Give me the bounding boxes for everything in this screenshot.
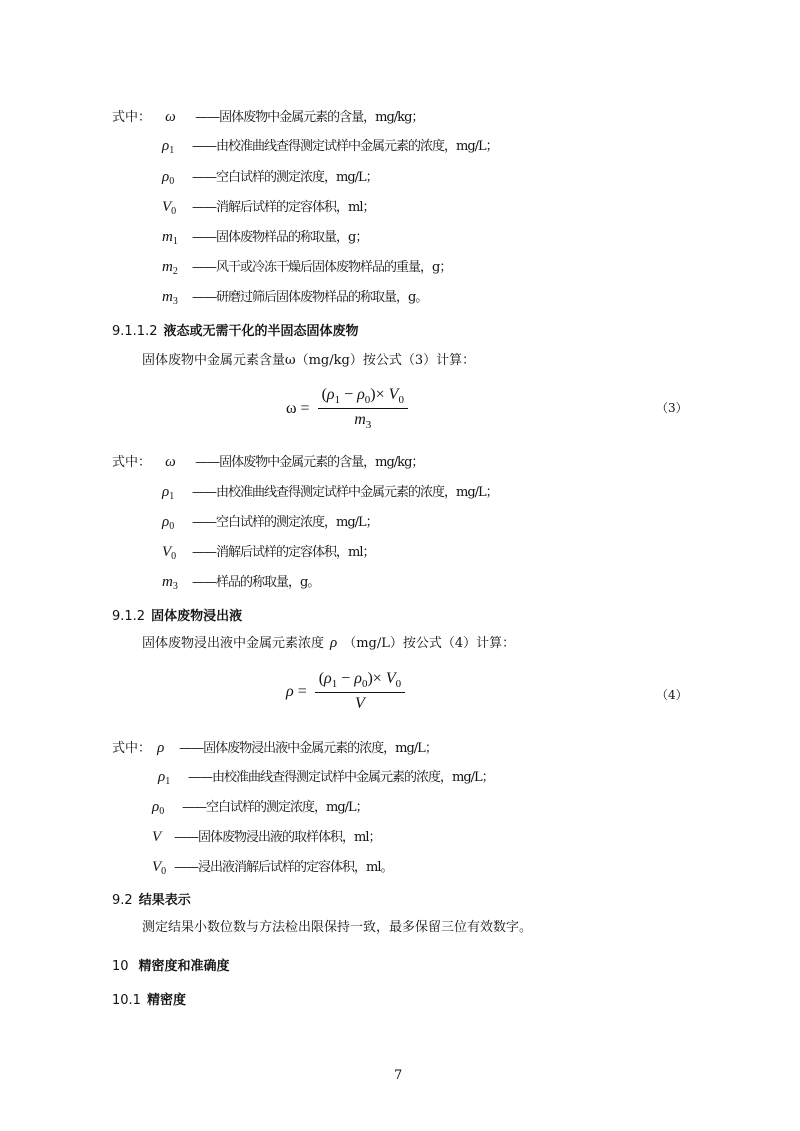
definition-line: [162, 481, 498, 502]
symbol: $\rho_0$: [162, 514, 175, 532]
fraction: [318, 386, 408, 431]
symbol: ω: [165, 454, 176, 470]
fraction: [315, 670, 405, 713]
definition-line: [162, 256, 451, 277]
section-heading: [112, 955, 230, 974]
definition-line: [162, 511, 378, 532]
section-title: 液态或无需干化的半固态固体废物: [163, 324, 359, 339]
where-line: [112, 106, 423, 127]
symbol: $V_0$: [162, 199, 177, 217]
section-title: 精密度: [146, 993, 186, 1008]
definition-text: ——风干或冷冻干燥后固体废物样品的重量，g；: [192, 260, 452, 275]
definition-line: [158, 766, 494, 787]
symbol: $V_0$: [152, 859, 167, 877]
denominator: V: [355, 695, 365, 713]
denominator: $m_3$: [354, 411, 372, 432]
definition-line: [152, 796, 368, 817]
definition-text: ——由校准曲线查得测定试样中金属元素的浓度，mg/L；: [192, 139, 498, 154]
definition-text: ——研磨过筛后固体废物样品的称取量，g。: [192, 290, 428, 305]
symbol: V: [152, 829, 162, 845]
section-title: 固体废物浸出液: [151, 609, 243, 624]
symbol: $\rho_0$: [162, 169, 175, 187]
definition-text: ——固体废物中金属元素的含量，mg/kg；: [195, 455, 424, 470]
definition-text: ——浸出液消解后试样的定容体积，ml。: [174, 860, 393, 875]
definition-text: ——样品的称取量，g。: [192, 575, 320, 590]
definition-text: ——消解后试样的定容体积，ml；: [192, 545, 375, 560]
symbol: $m_3$: [162, 574, 178, 592]
paragraph: 测定结果小数位数与方法检出限保持一致，最多保留三位有效数字。: [142, 920, 533, 935]
definition-text: ——固体废物浸出液中金属元素的浓度，mg/L；: [179, 741, 437, 756]
section-number: 9.1.2: [112, 609, 146, 624]
section-number: 10: [112, 959, 129, 974]
definition-line: [152, 856, 393, 877]
symbol: $m_3$: [162, 289, 178, 307]
numerator: $(\rho_1 - \rho_0)\times V_0$: [315, 670, 405, 693]
section-number: 9.1.1.2: [112, 324, 158, 339]
definition-text: ——空白试样的测定浓度，mg/L；: [192, 170, 378, 185]
section-number: 10.1: [112, 993, 141, 1008]
formula-4: [286, 670, 405, 713]
symbol: $V_0$: [162, 544, 177, 562]
definition-text: ——空白试样的测定浓度，mg/L；: [182, 800, 368, 815]
formula-lhs: ρ =: [286, 682, 307, 700]
definition-line: [162, 286, 427, 307]
section-number: 9.2: [112, 893, 133, 908]
page-number: 7: [394, 1068, 403, 1083]
equation-number: （4）: [656, 688, 688, 702]
symbol: $m_2$: [162, 259, 178, 277]
definition-line: [162, 135, 498, 156]
section-heading: [112, 320, 359, 339]
paragraph: 固体废物中金属元素含量ω（mg/kg）按公式（3）计算：: [142, 353, 476, 368]
section-heading: [112, 989, 186, 1008]
definition-text: ——固体废物中金属元素的含量，mg/kg；: [195, 110, 424, 125]
section-title: 结果表示: [138, 893, 191, 908]
symbol: $\rho_1$: [162, 138, 175, 156]
where-prefix: 式中：: [112, 741, 152, 756]
formula-3: [286, 386, 408, 431]
definition-text: ——由校准曲线查得测定试样中金属元素的浓度，mg/L；: [192, 485, 498, 500]
definition-line: [162, 196, 375, 217]
equation-number: （3）: [656, 401, 688, 415]
definition-text: ——由校准曲线查得测定试样中金属元素的浓度，mg/L；: [188, 770, 494, 785]
definition-line: [162, 541, 375, 562]
where-line: [112, 737, 437, 758]
definition-text: ——消解后试样的定容体积，ml；: [192, 200, 375, 215]
section-title: 精密度和准确度: [138, 959, 230, 974]
definition-line: [162, 571, 319, 592]
paragraph: 固体废物浸出液中金属元素浓度 ρ （mg/L）按公式（4）计算：: [142, 635, 516, 651]
definition-text: ——固体废物浸出液的取样体积，ml；: [174, 830, 381, 845]
definition-text: ——空白试样的测定浓度，mg/L；: [192, 515, 378, 530]
where-line: [112, 451, 423, 472]
symbol: $\rho_1$: [158, 769, 171, 787]
section-heading: [112, 605, 242, 624]
definition-line: [152, 826, 381, 847]
numerator: $(\rho_1 - \rho_0)\times V_0$: [318, 386, 408, 409]
where-prefix: 式中：: [112, 455, 152, 470]
definition-text: ——固体废物样品的称取量，g；: [192, 230, 368, 245]
where-prefix: 式中：: [112, 110, 152, 125]
formula-lhs: ω =: [286, 399, 310, 417]
definition-line: [162, 166, 378, 187]
section-heading: [112, 889, 191, 908]
symbol: $m_1$: [162, 229, 178, 247]
symbol: ω: [165, 109, 176, 125]
symbol: $\rho_1$: [162, 484, 175, 502]
symbol: $\rho_0$: [152, 799, 165, 817]
symbol: ρ: [157, 740, 165, 756]
definition-line: [162, 226, 367, 247]
